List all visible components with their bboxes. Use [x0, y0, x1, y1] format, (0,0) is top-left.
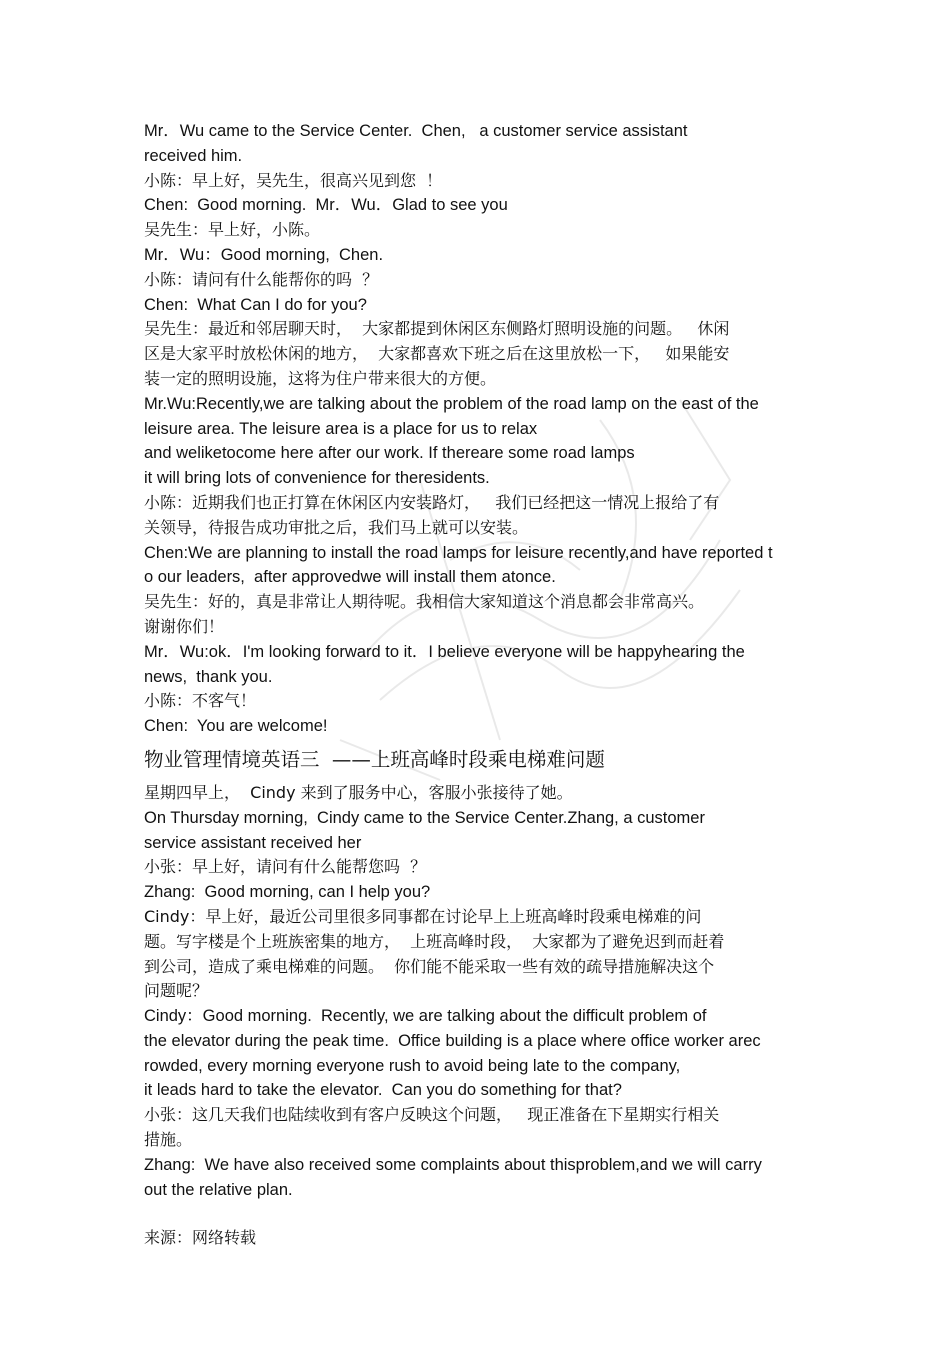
- text-line: out the relative plan.: [144, 1180, 293, 1199]
- text-line: Chen:We are planning to install the road lamps for leisure recently,and have reported t: [144, 543, 773, 562]
- text-line: Mr．Wu：Good morning, Chen.: [144, 245, 384, 264]
- text-line: Mr．Wu:ok．I'm looking forward to it．I believe everyone will be happyhearing the: [144, 642, 745, 661]
- text-line: 题。写字楼是个上班族密集的地方， 上班高峰时段， 大家都为了避免迟到而赶着: [144, 931, 725, 951]
- text-line: it leads hard to take the elevator. Can you do something for that?: [144, 1081, 622, 1100]
- text-line: 小陈：早上好，吴先生，很高兴见到您 ！: [144, 170, 443, 190]
- text-line: On Thursday morning, Cindy came to the Service Center.Zhang, a customer: [144, 808, 705, 827]
- text-line: Cindy：早上好，最近公司里很多同事都在讨论早上上班高峰时段乘电梯难的问: [144, 906, 702, 926]
- text-line: Chen: Good morning. Mr．Wu．Glad to see you: [144, 196, 508, 215]
- text-line: 吴先生：最近和邻居聊天时， 大家都提到休闲区东侧路灯照明设施的问题。 休闲: [144, 319, 730, 339]
- text-line: Mr.Wu:Recently,we are talking about the problem of the road lamp on the east of the: [144, 394, 759, 413]
- text-line: Chen: What Can I do for you?: [144, 295, 367, 314]
- text-line: 措施。: [144, 1130, 193, 1150]
- text-line: and weliketocome here after our work. If thereare some road lamps: [144, 444, 635, 463]
- spacer: [144, 1202, 834, 1226]
- text-line: news, thank you.: [144, 667, 273, 686]
- document-body: [144, 119, 834, 1251]
- text-line: 关领导，待报告成功审批之后，我们马上就可以安装。: [144, 517, 529, 537]
- text-line: 星期四早上， Cindy 来到了服务中心，客服小张接待了她。: [144, 782, 573, 802]
- dialogue-section-1: [144, 119, 834, 739]
- text-line: 小陈：近期我们也正打算在休闲区内安装路灯， 我们已经把这一情况上报给了有: [144, 492, 720, 512]
- section-heading: 物业管理情境英语三 ——上班高峰时段乘电梯难问题: [144, 747, 605, 771]
- text-line: 小张：早上好，请问有什么能帮您吗 ？: [144, 857, 427, 877]
- text-line: received him.: [144, 146, 243, 165]
- text-line: 到公司，造成了乘电梯难的问题。 你们能不能采取一些有效的疏导措施解决这个: [144, 956, 715, 976]
- text-line: Zhang: We have also received some complaints about thisproblem,and we will carry: [144, 1155, 762, 1174]
- text-line: 吴先生：早上好，小陈。: [144, 220, 321, 240]
- text-line: 小张：这几天我们也陆续收到有客户反映这个问题， 现正准备在下星期实行相关: [144, 1105, 720, 1125]
- text-line: 小陈：不客气！: [144, 691, 257, 711]
- text-line: it will bring lots of convenience for theresidents.: [144, 469, 490, 488]
- text-line: Cindy：Good morning. Recently, we are talking about the difficult problem of: [144, 1007, 707, 1026]
- text-line: 区是大家平时放松休闲的地方， 大家都喜欢下班之后在这里放松一下， 如果能安: [144, 344, 730, 364]
- source-note: 来源：网络转载: [144, 1228, 257, 1248]
- text-line: service assistant received her: [144, 833, 362, 852]
- text-line: 吴先生：好的，真是非常让人期待呢。我相信大家知道这个消息都会非常高兴。: [144, 592, 705, 612]
- text-line: leisure area. The leisure area is a place for us to relax: [144, 419, 538, 438]
- text-line: rowded, every morning everyone rush to avoid being late to the company,: [144, 1056, 681, 1075]
- text-line: Mr．Wu came to the Service Center. Chen, a customer service assistant: [144, 122, 688, 140]
- text-line: 装一定的照明设施，这将为住户带来很大的方便。: [144, 368, 497, 388]
- text-line: 谢谢你们！: [144, 616, 225, 636]
- text-line: 小陈：请问有什么能帮你的吗 ？: [144, 269, 379, 289]
- text-line: the elevator during the peak time. Office building is a place where office worker arec: [144, 1031, 761, 1050]
- text-line: Chen: You are welcome!: [144, 717, 328, 736]
- dialogue-section-2: [144, 781, 834, 1203]
- text-line: o our leaders, after approvedwe will install them atonce.: [144, 568, 556, 587]
- text-line: Zhang: Good morning, can I help you?: [144, 883, 431, 902]
- text-line: 问题呢？: [144, 981, 209, 1001]
